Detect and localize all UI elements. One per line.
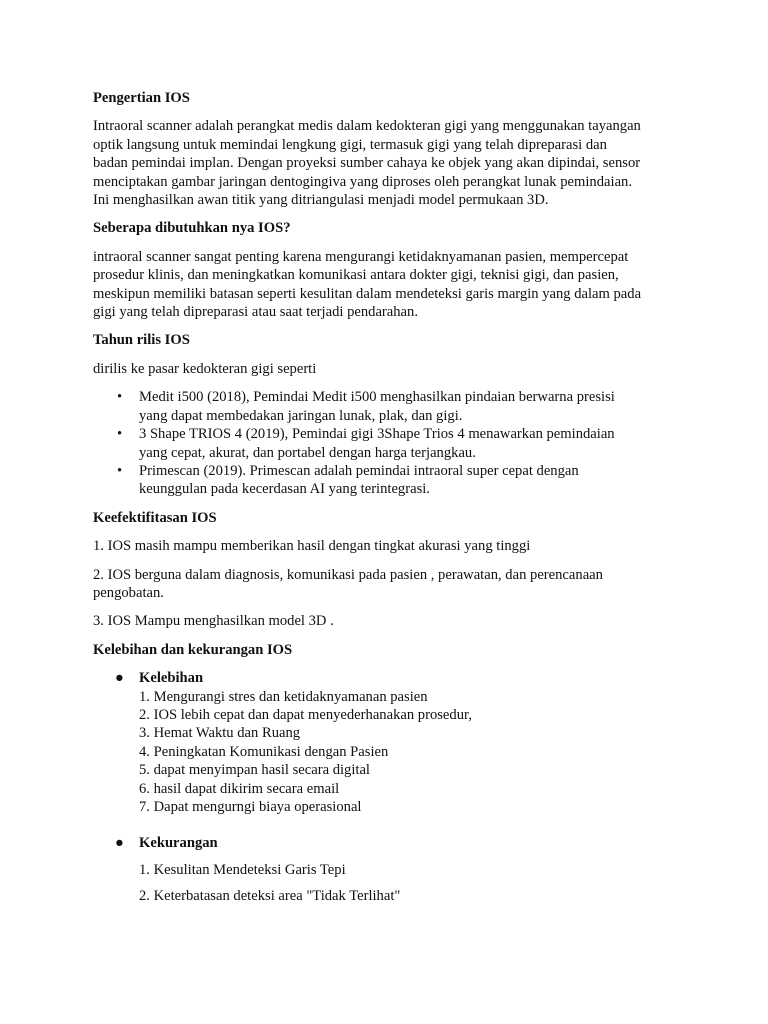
- list-item: • Medit i500 (2018), Pemindai Medit i500 menghasilkan pindaian berwarna presisi yang dapat membedakan jaringan lunak, plak, dan gigi.: [117, 389, 615, 424]
- list-item: • Primescan (2019). Primescan adalah pemindai intraoral super cepat dengan keunggulan pada kecerdasan AI yang terintegrasi.: [117, 462, 579, 498]
- kelebihan-group: [93, 669, 693, 816]
- paragraph-keefektifitasan-3: 3. IOS Mampu menghasilkan model 3D .: [93, 613, 334, 630]
- bullet-dot-icon: •: [117, 426, 123, 443]
- list-item: 1. Mengurangi stres dan ketidaknyamanan pasien: [139, 688, 428, 705]
- paragraph-keefektifitasan-2: 2. IOS berguna dalam diagnosis, komunikasi pada pasien , perawatan, dan perencanaan pengobatan.: [93, 566, 603, 601]
- paragraph-pengertian: Intraoral scanner adalah perangkat medis dalam kedokteran gigi yang menggunakan tayangan optik langsung untuk memindai lengkung gigi, termasuk gigi yang telah dipreparasi dan badan pemindai implan. Dengan proyeksi sumber cahaya ke objek yang akan dipindai, sensor menciptakan gambar jaringan dentogingiva yang diproses oleh perangkat lunak pemindaian. Ini menghasilkan awan titik yang ditriangulasi menjadi model permukaan 3D.: [93, 118, 641, 209]
- list-item: 6. hasil dapat dikirim secara email: [139, 780, 340, 797]
- list-item: 2. Keterbatasan deteksi area "Tidak Terlihat": [139, 888, 401, 905]
- kekurangan-group: [93, 834, 693, 905]
- list-item: 3. Hemat Waktu dan Ruang: [139, 725, 301, 742]
- document-body: [93, 89, 693, 924]
- list-item: 4. Peningkatan Komunikasi dengan Pasien: [139, 743, 389, 760]
- list-item: 5. dapat menyimpan hasil secara digital: [139, 762, 370, 779]
- list-item: 1. Kesulitan Mendeteksi Garis Tepi: [139, 861, 346, 878]
- list-item: 2. IOS lebih cepat dan dapat menyederhanakan prosedur,: [139, 706, 472, 723]
- kekurangan-title: Kekurangan: [139, 835, 218, 852]
- bullet-dot-icon: •: [117, 462, 123, 479]
- section-heading-keefektifitasan: Keefektifitasan IOS: [93, 509, 217, 526]
- bullet-dot-icon: ●: [115, 670, 124, 687]
- release-list: [93, 388, 693, 498]
- list-item: • 3 Shape TRIOS 4 (2019), Pemindai gigi 3Shape Trios 4 menawarkan pemindaian yang cepat, akurat, dan portabel dengan harga terjangkau.: [117, 426, 615, 461]
- section-heading-kelebihan-kekurangan: Kelebihan dan kekurangan IOS: [93, 641, 293, 658]
- paragraph-tahun-rilis-intro: dirilis ke pasar kedokteran gigi seperti: [93, 360, 317, 377]
- section-heading-kebutuhan: Seberapa dibutuhkan nya IOS?: [93, 220, 291, 237]
- bullet-dot-icon: •: [117, 389, 123, 406]
- paragraph-kebutuhan: intraoral scanner sangat penting karena mengurangi ketidaknyamanan pasien, mempercepat prosedur klinis, dan meningkatkan komunikasi antara dokter gigi, teknisi gigi, dan pasien, meskipun memiliki batasan seperti kesulitan dalam mendeteksi garis margin yang dalam pada gigi yang telah dipreparasi atau saat terjadi pendarahan.: [93, 248, 642, 321]
- kelebihan-title: Kelebihan: [139, 670, 204, 687]
- list-item: 7. Dapat mengurngi biaya operasional: [139, 799, 362, 815]
- paragraph-keefektifitasan-1: 1. IOS masih mampu memberikan hasil dengan tingkat akurasi yang tinggi: [93, 538, 531, 555]
- section-heading-tahun-rilis: Tahun rilis IOS: [93, 332, 190, 349]
- bullet-dot-icon: ●: [115, 835, 124, 852]
- section-heading-pengertian: Pengertian IOS: [93, 90, 190, 106]
